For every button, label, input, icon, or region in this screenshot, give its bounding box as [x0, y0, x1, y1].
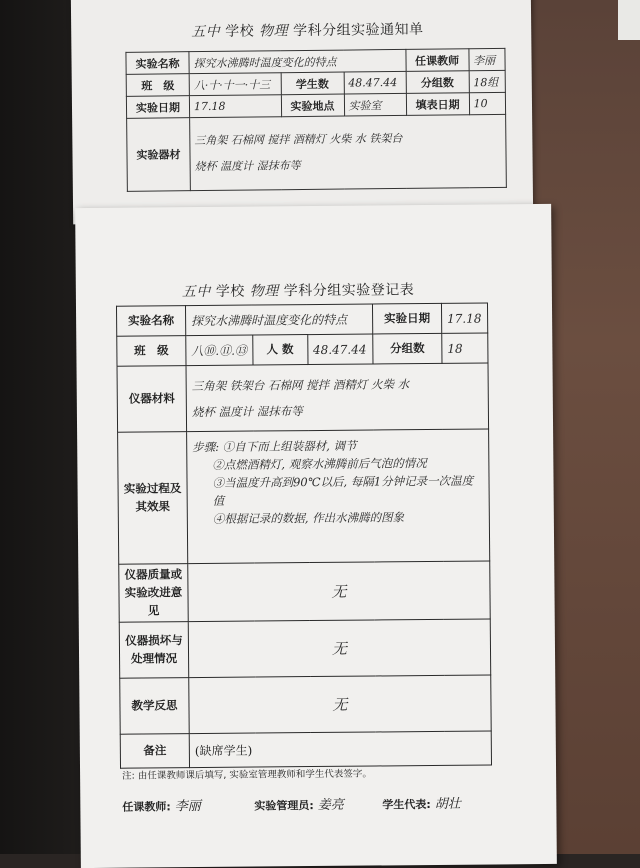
reflection-label: 教学反思: [120, 678, 189, 735]
process-value: [187, 429, 490, 564]
process-step: 步骤: ①自下而上组装器材, 调节: [192, 438, 357, 455]
damage-label: 仪器损坏与处理情况: [119, 622, 188, 679]
label-cell: 实验器材: [127, 118, 191, 192]
equipment-line: 三角架 石棉网 搅拌 酒精灯 火柴 水 铁架台: [194, 131, 403, 148]
value-cell: 实验室: [344, 93, 406, 116]
label-cell: 班 级: [126, 74, 189, 97]
teacher-signature: [122, 795, 201, 815]
title-suffix: 学科分组实验登记表: [283, 282, 415, 300]
process-label: 实验过程及其效果: [118, 432, 188, 565]
table-row: [116, 303, 487, 336]
notification-sheet: [71, 0, 533, 224]
student-label: 学生代表:: [382, 798, 431, 812]
class-label: 班 级: [117, 336, 186, 367]
registration-title: [182, 279, 415, 301]
process-step: ④根据记录的数据, 作出水沸腾的图象: [212, 510, 405, 526]
table-row: [117, 333, 488, 366]
remarks-label: 备注: [120, 734, 189, 769]
value-cell: 17.18: [189, 95, 281, 118]
student-signature: [382, 793, 461, 813]
equipment-line: 烧杯 温度计 湿抹布等: [194, 159, 301, 174]
value-cell: [190, 114, 507, 190]
table-row: [118, 429, 490, 564]
teacher-name: 李丽: [174, 799, 201, 815]
process-step: ③当温度升高到90℃以后, 每隔1分钟记录一次温度值: [212, 473, 474, 508]
label-cell: 实验日期: [126, 96, 189, 119]
registration-sheet: [75, 204, 557, 868]
value-cell: 探究水沸腾时温度变化的特点: [189, 49, 406, 73]
subject-name: 物理: [249, 283, 279, 300]
title-prefix: 学校: [225, 23, 255, 40]
date-label: 实验日期: [372, 303, 441, 334]
date-value: 17.18: [441, 303, 487, 333]
manager-label: 实验管理员:: [254, 799, 314, 813]
equipment-line: 烧杯 温度计 湿抹布等: [191, 403, 303, 419]
shelf-corner: [618, 0, 640, 40]
table-row: [117, 363, 489, 432]
count-value: 48.47.44: [307, 334, 373, 365]
count-label: 人 数: [252, 335, 307, 365]
school-name: 五中: [191, 23, 221, 41]
manager-signature: [254, 794, 344, 814]
label-cell: 分组数: [406, 71, 469, 94]
value-cell: 李丽: [468, 48, 505, 70]
experiment-name-value: 探究水沸腾时温度变化的特点: [185, 304, 372, 336]
footer-note: 注: 由任课教师课后填写, 实验室管理教师和学生代表签字。: [122, 768, 372, 782]
notification-title: [191, 19, 424, 41]
remarks-value: (缺席学生): [189, 731, 491, 768]
damage-value: 无: [188, 619, 490, 678]
title-prefix: 学校: [215, 283, 245, 300]
title-suffix: 学科分组实验通知单: [292, 21, 424, 40]
label-cell: 实验名称: [126, 52, 189, 75]
process-step: ②点燃酒精灯, 观察水沸腾前后气泡的情况: [212, 456, 427, 472]
reflection-value: 无: [189, 675, 491, 734]
school-name: 五中: [181, 283, 211, 301]
table-row: [119, 619, 490, 678]
subject-name: 物理: [259, 23, 289, 40]
value-cell: 18组: [469, 70, 506, 92]
equipment-label: 仪器材料: [117, 366, 187, 433]
label-cell: 实验地点: [281, 94, 344, 117]
registration-table: [116, 302, 492, 769]
table-row: [120, 731, 491, 768]
experiment-name-label: 实验名称: [116, 306, 185, 337]
label-cell: 学生数: [281, 72, 344, 95]
equipment-line: 三角架 铁架台 石棉网 搅拌 酒精灯 火柴 水: [191, 376, 410, 393]
class-value: 八⑩.⑪.⑬: [186, 335, 253, 366]
value-cell: 10: [469, 92, 506, 114]
manager-name: 姜亮: [317, 797, 344, 813]
equipment-value: [186, 363, 489, 432]
groups-label: 分组数: [373, 333, 442, 364]
value-cell: 48.47.44: [344, 71, 406, 94]
quality-value: 无: [188, 561, 490, 622]
value-cell: 八·十·十一·十三: [189, 73, 281, 96]
table-row: [127, 114, 507, 191]
table-row: [119, 561, 490, 623]
teacher-label: 任课教师:: [122, 800, 171, 814]
label-cell: 填表日期: [406, 93, 469, 116]
table-row: [120, 675, 491, 734]
student-name: 胡壮: [434, 796, 461, 812]
groups-value: 18: [442, 333, 488, 363]
label-cell: 任课教师: [405, 49, 468, 72]
notification-table: [125, 48, 506, 192]
quality-label: 仪器质量或实验改进意见: [119, 564, 189, 623]
